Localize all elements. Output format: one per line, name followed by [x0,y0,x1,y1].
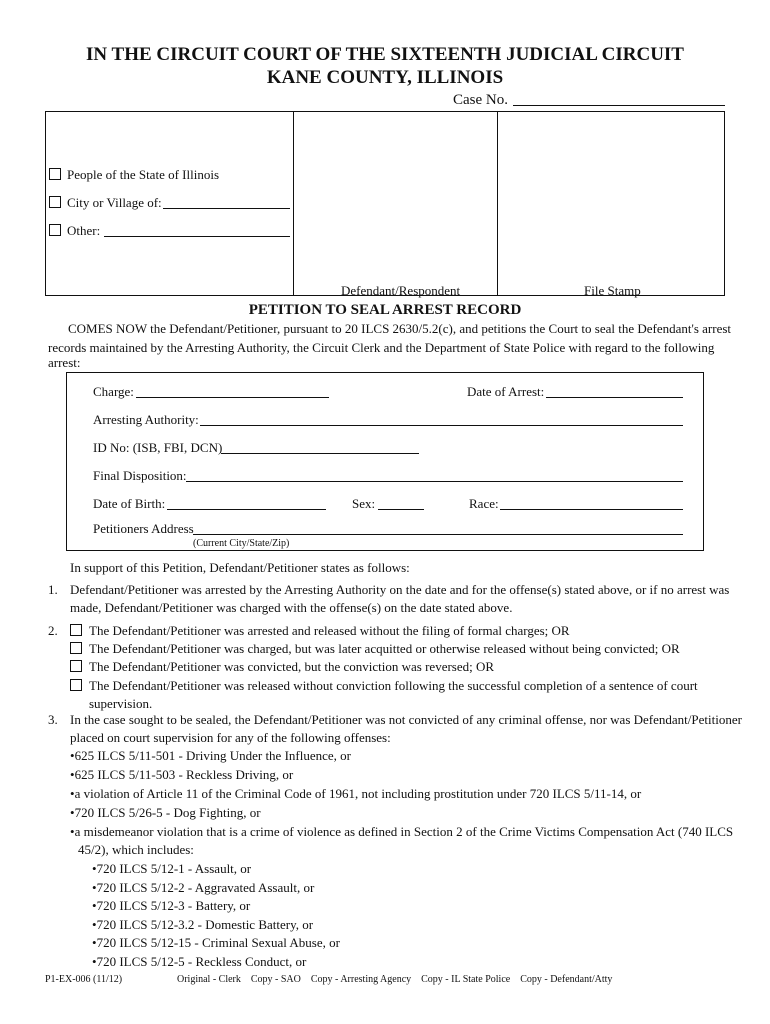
checkbox-item-2c[interactable] [70,660,82,672]
petition-title: PETITION TO SEAL ARREST RECORD [248,302,522,318]
charge-label: Charge: [93,384,134,399]
sub-offense-bullet: •720 ILCS 5/12-2 - Aggravated Assault, or [92,880,315,895]
intro-line-1: COMES NOW the Defendant/Petitioner, pursuant to 20 ILCS 2630/5.2(c), and petitions the Court to seal the Defendant's arrest [68,321,732,336]
checkbox-item-2a[interactable] [70,624,82,636]
option-other: Other: [67,223,101,238]
caption-divider-2 [497,111,498,296]
sub-offense-bullet: •720 ILCS 5/12-15 - Criminal Sexual Abuse, or [92,935,340,950]
offense-bullet: •a violation of Article 11 of the Criminal Code of 1961, not including prostitution under 720 ILCS 5/11-14, or [70,786,642,801]
option-people-of-state: People of the State of Illinois [67,167,220,182]
arresting-authority-label: Arresting Authority: [93,412,199,427]
offense-bullet-text: 625 ILCS 5/11-501 - Driving Under the Influence, or [74,748,351,763]
checkbox-other[interactable] [49,224,61,236]
petitioners-address-label: Petitioners Address [93,521,194,536]
race-field[interactable] [500,509,683,510]
offense-bullet-text: a violation of Article 11 of the Criminal Code of 1961, not including prostitution under 720 ILCS 5/11-14, or [74,786,642,801]
distribution-list: Original - Clerk Copy - SAO Copy - Arresting Agency Copy - IL State Police Copy - Defendant/Atty [177,974,613,985]
offense-bullet: •a misdemeanor violation that is a crime of violence as defined in Section 2 of the Crime Victims Compensation Act (740 ILCS [70,824,734,839]
other-field[interactable] [104,236,290,237]
offense-bullet-continuation: 45/2), which includes: [78,842,194,857]
sex-field[interactable] [378,509,424,510]
checkbox-item-2d[interactable] [70,679,82,691]
item-1-line-1: Defendant/Petitioner was arrested by the Arresting Authority on the date and for the offense(s) stated above, or if no arrest was [70,582,730,597]
checkbox-city-or-village[interactable] [49,196,61,208]
address-hint: (Current City/State/Zip) [193,538,290,549]
sub-offense-bullet: •720 ILCS 5/12-3.2 - Domestic Battery, or [92,917,314,932]
date-of-arrest-field[interactable] [546,397,683,398]
offense-bullet: •625 ILCS 5/11-503 - Reckless Driving, or [70,767,294,782]
item-2-option-a: The Defendant/Petitioner was arrested and released without the filing of formal charges; OR [89,623,570,638]
case-no-label: Case No. [453,92,508,108]
sub-offense-bullet: •720 ILCS 5/12-1 - Assault, or [92,861,252,876]
sub-offense-bullet-text: 720 ILCS 5/12-3.2 - Domestic Battery, or [96,917,314,932]
id-no-label: ID No: (ISB, FBI, DCN) [93,440,223,455]
sub-offense-bullet-text: 720 ILCS 5/12-5 - Reckless Conduct, or [96,954,307,969]
item-2-option-c: The Defendant/Petitioner was convicted, but the conviction was reversed; OR [89,659,495,674]
sub-offense-bullet-text: 720 ILCS 5/12-3 - Battery, or [96,898,251,913]
item-3-line-2: placed on court supervision for any of the following offenses: [70,730,391,745]
offense-bullet: •720 ILCS 5/26-5 - Dog Fighting, or [70,805,261,820]
sub-offense-bullet-text: 720 ILCS 5/12-1 - Assault, or [96,861,252,876]
item-3-line-1: In the case sought to be sealed, the Defendant/Petitioner was not convicted of any criminal offense, nor was Defendant/Petitioner [70,712,742,727]
case-no-field[interactable] [513,105,725,106]
date-of-birth-field[interactable] [167,509,326,510]
offense-bullet-text: a misdemeanor violation that is a crime of violence as defined in Section 2 of the Crime Victims Compensation Act (740 ILCS [74,824,734,839]
sub-offense-bullet-text: 720 ILCS 5/12-2 - Aggravated Assault, or [96,880,315,895]
offense-bullet: •625 ILCS 5/11-501 - Driving Under the Influence, or [70,748,351,763]
final-disposition-label: Final Disposition: [93,468,187,483]
arresting-authority-field[interactable] [200,425,683,426]
court-title-line2: KANE COUNTY, ILLINOIS [266,67,504,88]
charge-field[interactable] [136,397,329,398]
item-2-continuation: supervision. [89,696,153,711]
item-2-number: 2. [48,623,58,638]
defendant-respondent-label: Defendant/Respondent [341,283,461,298]
item-2-option-b: The Defendant/Petitioner was charged, but was later acquitted or otherwise released without being convicted; OR [89,641,680,656]
item-2-option-d: The Defendant/Petitioner was released without conviction following the successful completion of a sentence of court [89,678,698,693]
race-label: Race: [469,496,499,511]
sub-offense-bullet: •720 ILCS 5/12-3 - Battery, or [92,898,251,913]
sub-offense-bullet-text: 720 ILCS 5/12-15 - Criminal Sexual Abuse, or [96,935,340,950]
caption-divider-1 [293,111,294,296]
checkbox-item-2b[interactable] [70,642,82,654]
option-city-or-village: City or Village of: [67,195,162,210]
court-title-line1: IN THE CIRCUIT COURT OF THE SIXTEENTH JUDICIAL CIRCUIT [86,44,684,65]
file-stamp-label: File Stamp [584,283,641,298]
sub-offense-bullet: •720 ILCS 5/12-5 - Reckless Conduct, or [92,954,307,969]
offense-bullet-text: 625 ILCS 5/11-503 - Reckless Driving, or [74,767,294,782]
sex-label: Sex: [352,496,376,511]
checkbox-people-of-state[interactable] [49,168,61,180]
intro-line-3: arrest: [48,355,81,370]
item-3-number: 3. [48,712,58,727]
support-lead: In support of this Petition, Defendant/Petitioner states as follows: [70,560,410,575]
item-1-line-2: made, Defendant/Petitioner was charged with the offense(s) on the date stated above. [70,600,513,615]
city-or-village-field[interactable] [163,208,290,209]
date-of-arrest-label: Date of Arrest: [467,384,545,399]
petitioners-address-field[interactable] [193,534,683,535]
date-of-birth-label: Date of Birth: [93,496,166,511]
intro-line-2: records maintained by the Arresting Authority, the Circuit Clerk and the Department of State Police with regard to the following [48,340,715,355]
id-no-field[interactable] [221,453,419,454]
final-disposition-field[interactable] [186,481,683,482]
form-code: P1-EX-006 (11/12) [45,974,123,985]
offense-bullet-text: 720 ILCS 5/26-5 - Dog Fighting, or [74,805,261,820]
item-1-number: 1. [48,582,58,597]
